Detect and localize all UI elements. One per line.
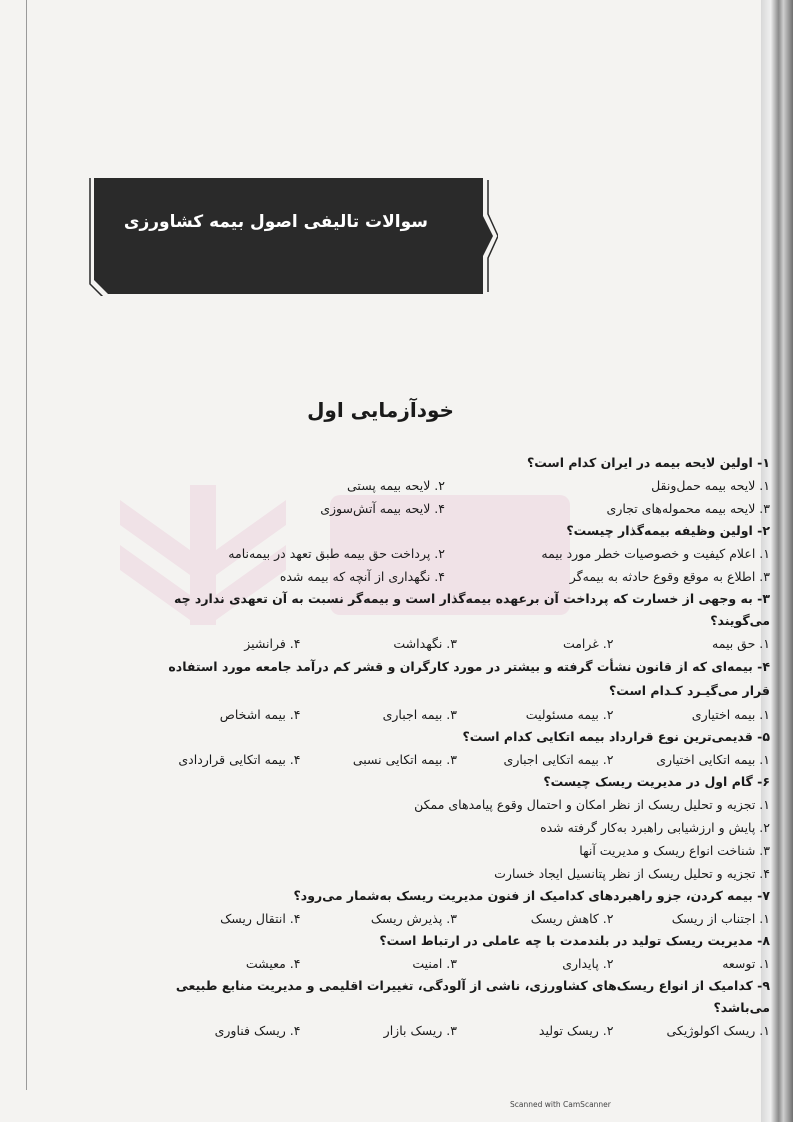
question-text: ۳- به وجهی از خسارت که پرداخت آن برعهده بیمه‌گذار است و بیمه‌گر نسبت به آن تعهدی ندارد چه می‌گویند؟ bbox=[173, 591, 770, 628]
question-6 bbox=[150, 771, 770, 885]
option-2: ۲. لایحه بیمه پستی bbox=[347, 478, 445, 493]
option-1: ۱. بیمه اتکایی اختیاری bbox=[656, 752, 770, 767]
question-text: ۵- قدیمی‌ترین نوع قرارداد بیمه اتکایی کدام است؟ bbox=[462, 729, 770, 744]
scanner-footer: Scanned with CamScanner bbox=[510, 1100, 611, 1109]
question-text: ۷- بیمه کردن، جزو راهبردهای کدامیک از فنون مدیریت ریسک به‌شمار می‌رود؟ bbox=[293, 888, 770, 903]
banner-title: سوالات تالیفی اصول بیمه کشاورزی bbox=[123, 212, 428, 232]
option-4: ۴. ریسک فناوری bbox=[214, 1023, 301, 1038]
option-4: ۴. تجزیه و تحلیل ریسک از نظر پتانسیل ایجاد خسارت bbox=[494, 866, 770, 881]
chapter-banner bbox=[88, 176, 498, 296]
question-8 bbox=[150, 930, 770, 975]
question-text: ۹- کدامیک از انواع ریسک‌های کشاورزی، ناشی از آلودگی، تغییرات اقلیمی و مدیریت منابع طبیعی می‌باشد؟ bbox=[175, 978, 770, 1015]
option-1: ۱. حق بیمه bbox=[712, 636, 770, 651]
option-3: ۳. بیمه اتکایی نسبی bbox=[352, 752, 457, 767]
option-4: ۴. فرانشیز bbox=[244, 636, 301, 651]
page-left-edge bbox=[26, 0, 27, 1090]
option-3: ۳. ریسک بازار bbox=[383, 1023, 457, 1038]
question-text: ۱- اولین لایحه بیمه در ایران کدام است؟ bbox=[526, 455, 770, 470]
option-3: ۳. نگهداشت bbox=[393, 636, 457, 651]
question-text: ۴- بیمه‌ای که از قانون نشأت گرفته و بیشتر در مورد کارگران و قشر کم درآمد جامعه مورد استفاده قرار می‌گیـرد کـدام است؟ bbox=[168, 659, 770, 698]
question-text: ۶- گام اول در مدیریت ریسک چیست؟ bbox=[543, 774, 770, 789]
option-4: ۴. معیشت bbox=[245, 956, 301, 971]
option-1: ۱. اعلام کیفیت و خصوصیات خطر مورد بیمه bbox=[541, 546, 770, 561]
option-2: ۲. پرداخت حق بیمه طبق تعهد در بیمه‌نامه bbox=[228, 546, 445, 561]
option-2: ۲. کاهش ریسک bbox=[530, 911, 614, 926]
option-1: ۱. توسعه bbox=[722, 956, 770, 971]
option-3: ۳. لایحه بیمه محموله‌های تجاری bbox=[606, 501, 770, 516]
option-2: ۲. ریسک تولید bbox=[538, 1023, 614, 1038]
banner-shape bbox=[88, 176, 498, 296]
option-4: ۴. نگهداری از آنچه که بیمه شده bbox=[279, 569, 445, 584]
option-1: ۱. بیمه اختیاری bbox=[691, 707, 770, 722]
question-1 bbox=[150, 452, 770, 520]
option-4: ۴. لایحه بیمه آتش‌سوزی bbox=[320, 501, 445, 516]
option-2: ۲. بیمه اتکایی اجباری bbox=[503, 752, 614, 767]
question-3 bbox=[150, 588, 770, 655]
option-4: ۴. بیمه اتکایی قراردادی bbox=[178, 752, 301, 767]
option-2: ۲. پایداری bbox=[562, 956, 614, 971]
option-1: ۱. لایحه بیمه حمل‌ونقل bbox=[651, 478, 770, 493]
question-2 bbox=[150, 520, 770, 588]
option-2: ۲. پایش و ارزشیابی راهبرد به‌کار گرفته شده bbox=[540, 820, 770, 835]
question-7 bbox=[150, 885, 770, 930]
question-text: ۸- مدیریت ریسک تولید در بلندمدت با چه عاملی در ارتباط است؟ bbox=[379, 933, 770, 948]
question-text: ۲- اولین وظیفه بیمه‌گذار چیست؟ bbox=[566, 523, 770, 538]
option-2: ۲. غرامت bbox=[562, 636, 614, 651]
option-1: ۱. ریسک اکولوژیکی bbox=[666, 1023, 770, 1038]
question-9 bbox=[150, 975, 770, 1042]
question-5 bbox=[150, 726, 770, 771]
option-3: ۳. بیمه اجباری bbox=[382, 707, 457, 722]
option-3: ۳. شناخت انواع ریسک و مدیریت آنها bbox=[579, 843, 770, 858]
option-3: ۳. امنیت bbox=[412, 956, 457, 971]
option-2: ۲. بیمه مسئولیت bbox=[525, 707, 614, 722]
section-title: خودآزمایی اول bbox=[307, 398, 454, 422]
option-3: ۳. پذیرش ریسک bbox=[370, 911, 457, 926]
question-4 bbox=[150, 655, 770, 726]
option-4: ۴. بیمه اشخاص bbox=[219, 707, 301, 722]
option-4: ۴. انتقال ریسک bbox=[220, 911, 301, 926]
option-1: ۱. اجتناب از ریسک bbox=[671, 911, 770, 926]
questions-list bbox=[150, 452, 770, 1042]
option-1: ۱. تجزیه و تحلیل ریسک از نظر امکان و احتمال وقوع پیامدهای ممکن bbox=[414, 797, 770, 812]
option-3: ۳. اطلاع به موقع وقوع حادثه به بیمه‌گر bbox=[569, 569, 770, 584]
